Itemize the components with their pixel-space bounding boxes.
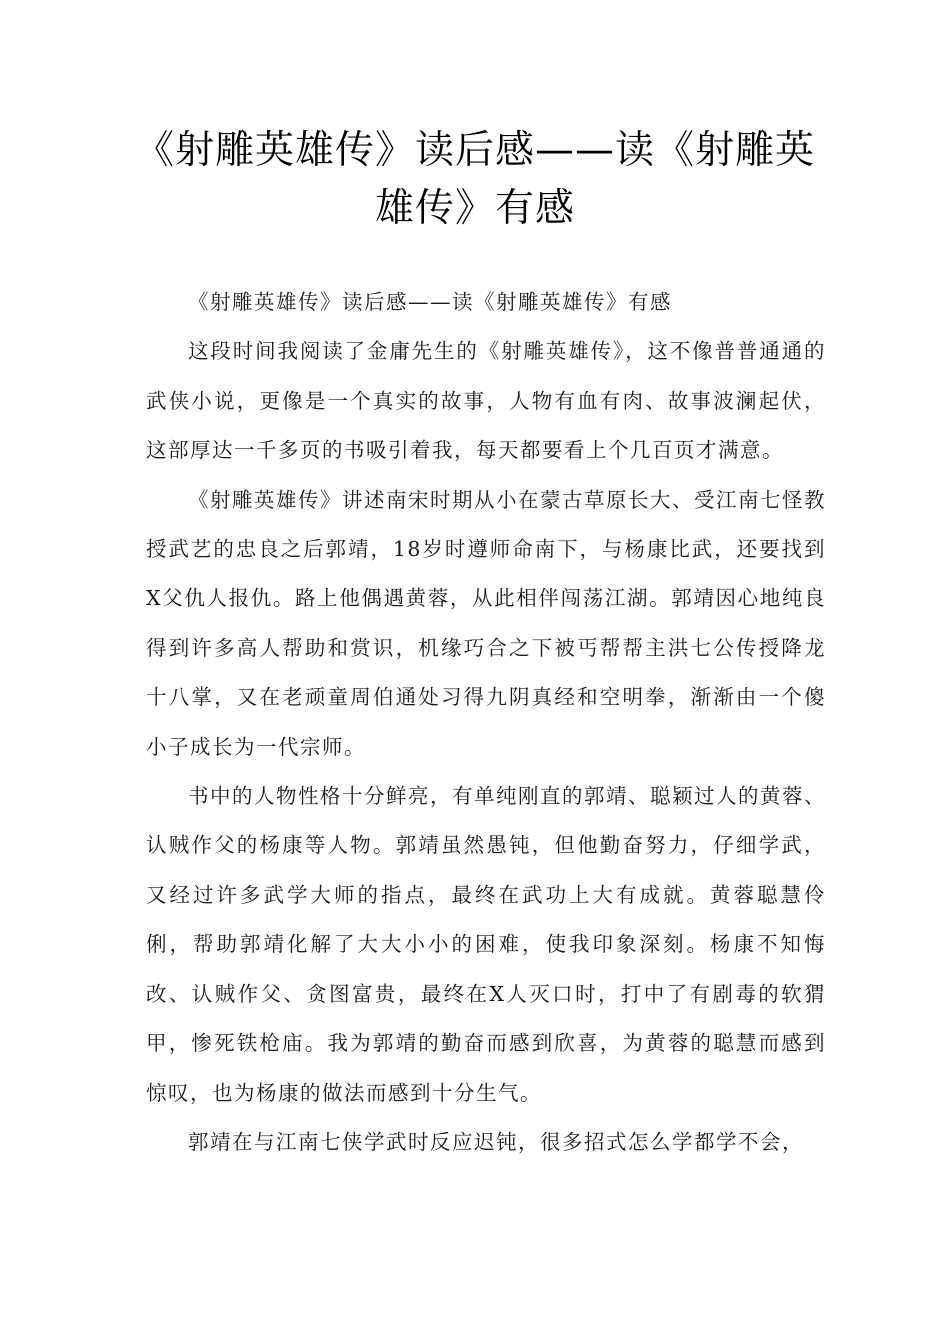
document-title [120,122,830,238]
paragraph: 《射雕英雄传》讲述南宋时期从小在蒙古草原长大、受江南七怪教授武艺的忠良之后郭靖，18岁时遵师命南下，与杨康比武，还要找到X父仇人报仇。路上他偶遇黄蓉，从此相伴闯荡江湖。郭靖因心地纯良得到许多高人帮助和赏识，机缘巧合之下被丐帮帮主洪七公传授降龙十八掌，又在老顽童周伯通处习得九阴真经和空明拳，渐渐由一个傻小子成长为一代宗师。 [146,487,826,759]
paragraph: 这段时间我阅读了金庸先生的《射雕英雄传》，这不像普普通通的武侠小说，更像是一个真实的故事，人物有血有肉、故事波澜起伏，这部厚达一千多页的书吸引着我，每天都要看上个几百页才满意。 [146,339,826,463]
paragraph-subtitle: 《射雕英雄传》读后感——读《射雕英雄传》有感 [188,290,672,314]
title-line-2: 雄传》有感 [374,186,575,231]
document-body [146,278,826,1167]
title-line-1: 《射雕英雄传》读后感——读《射雕英 [134,128,815,173]
paragraph: 书中的人物性格十分鲜亮，有单纯刚直的郭靖、聪颖过人的黄蓉、认贼作父的杨康等人物。郭靖虽然愚钝，但他勤奋努力，仔细学武，又经过许多武学大师的指点，最终在武功上大有成就。黄蓉聪慧伶俐，帮助郭靖化解了大大小小的困难，使我印象深刻。杨康不知悔改、认贼作父、贪图富贵，最终在X人灭口时，打中了有剧毒的软猬甲，惨死铁枪庙。我为郭靖的勤奋而感到欣喜，为黄蓉的聪慧而感到惊叹，也为杨康的做法而感到十分生气。 [146,784,826,1105]
paragraph: 郭靖在与江南七侠学武时反应迟钝，很多招式怎么学都学不会， [188,1129,804,1154]
